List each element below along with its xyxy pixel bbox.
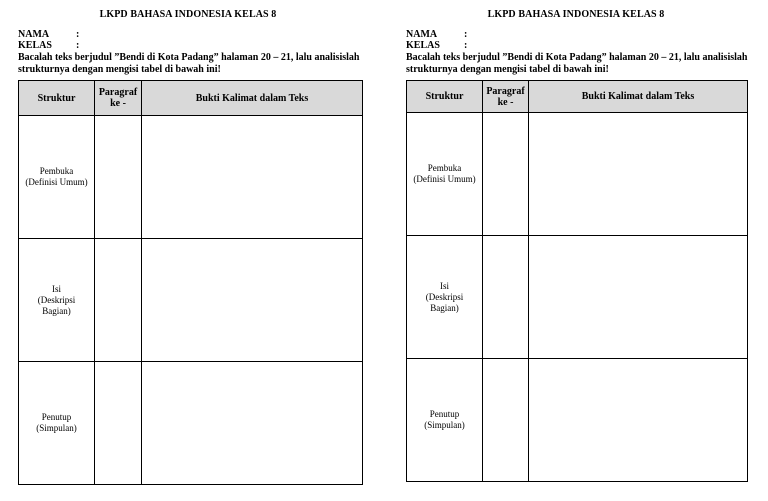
table-row [407,359,748,482]
class-label: KELAS [406,40,440,51]
evidence-input-cell[interactable] [529,359,748,482]
header-bukti: Bukti Kalimat dalam Teks [142,81,363,116]
structure-sublabel: (Simpulan) [424,420,465,430]
header-paragraf: Paragraf ke - [483,81,529,113]
worksheet-left [18,0,378,501]
paragraph-input-cell[interactable] [483,359,529,482]
name-label: NAMA [18,29,50,40]
class-field[interactable] [406,40,467,51]
name-colon: : [76,29,80,40]
structure-label: Penutup [429,409,460,419]
header-bukti: Bukti Kalimat dalam Teks [529,81,748,113]
structure-sublabel: (Deskripsi [37,294,76,305]
table-row [19,239,363,362]
table-row [19,362,363,485]
paragraph-input-cell[interactable] [483,113,529,236]
structure-cell-pembuka [407,113,483,236]
evidence-input-cell[interactable] [529,113,748,236]
structure-cell-isi [407,236,483,359]
evidence-input-cell[interactable] [529,236,748,359]
class-colon: : [76,40,80,51]
class-colon: : [464,40,468,51]
name-label: NAMA [406,29,438,40]
name-field[interactable] [18,29,79,40]
evidence-input-cell[interactable] [142,116,363,239]
evidence-input-cell[interactable] [142,239,363,362]
structure-sublabel: (Definisi Umum) [413,174,476,184]
structure-table [18,80,363,485]
structure-sublabel-2: Bagian) [430,302,459,313]
structure-sublabel: (Simpulan) [36,423,77,433]
paragraph-input-cell[interactable] [95,362,142,485]
table-header-row [407,81,748,113]
header-struktur: Struktur [19,81,95,116]
name-colon: : [464,29,468,40]
worksheet-right [406,0,766,501]
table-header-row [19,81,363,116]
instruction-text: Bacalah teks berjudul ”Bendi di Kota Padang” halaman 20 – 21, lalu analisislah strukturnya dengan mengisi tabel di bawah ini! [18,52,360,75]
paragraph-input-cell[interactable] [95,239,142,362]
table-row [407,113,748,236]
paragraph-input-cell[interactable] [483,236,529,359]
structure-cell-isi [19,239,95,362]
evidence-input-cell[interactable] [142,362,363,485]
worksheet-title: LKPD BAHASA INDONESIA KELAS 8 [99,9,277,20]
structure-cell-penutup [407,359,483,482]
class-field[interactable] [18,40,79,51]
structure-label: Penutup [41,412,72,422]
structure-table [406,80,748,482]
structure-label: Isi [52,283,61,294]
worksheet-title: LKPD BAHASA INDONESIA KELAS 8 [487,9,665,20]
structure-sublabel: (Deskripsi [425,291,464,302]
structure-sublabel: (Definisi Umum) [25,177,88,187]
structure-label: Pembuka [427,163,462,173]
header-struktur: Struktur [407,81,483,113]
structure-cell-penutup [19,362,95,485]
header-paragraf: Paragraf ke - [95,81,142,116]
structure-cell-pembuka [19,116,95,239]
structure-label: Pembuka [39,166,74,176]
table-row [407,236,748,359]
structure-sublabel-2: Bagian) [42,305,71,316]
paragraph-input-cell[interactable] [95,116,142,239]
instruction-text: Bacalah teks berjudul ”Bendi di Kota Padang” halaman 20 – 21, lalu analisislah strukturnya dengan mengisi tabel di bawah ini! [406,52,748,75]
table-row [19,116,363,239]
structure-label: Isi [440,280,449,291]
name-field[interactable] [406,29,467,40]
class-label: KELAS [18,40,52,51]
